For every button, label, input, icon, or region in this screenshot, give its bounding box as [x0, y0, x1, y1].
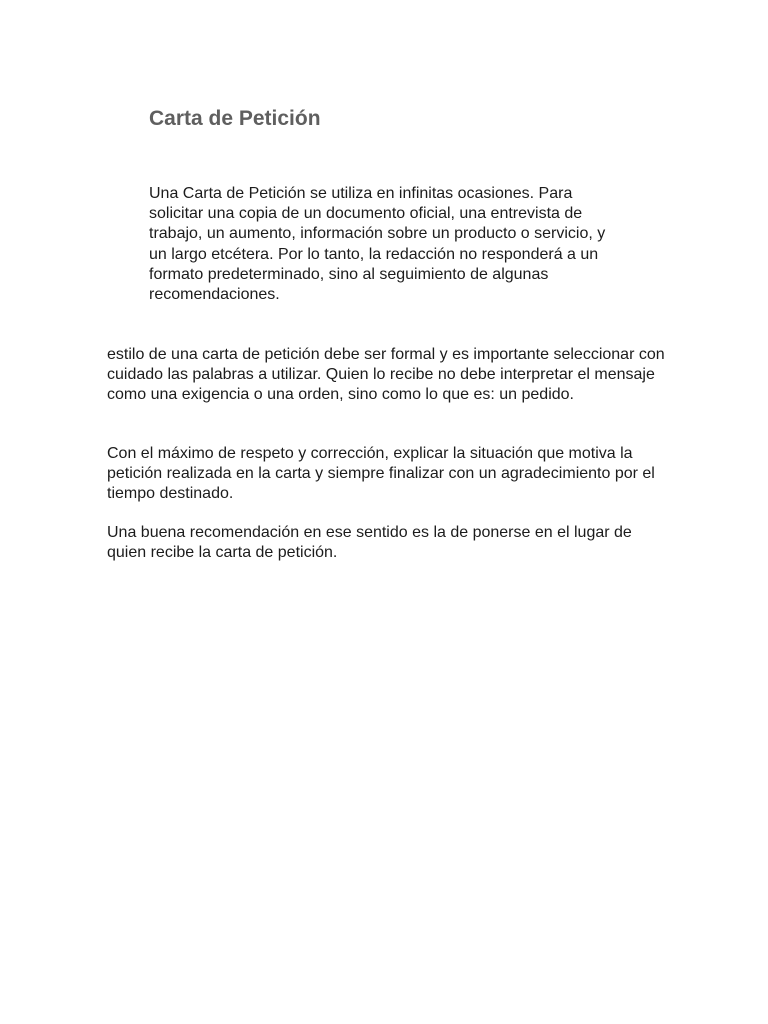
document-title: Carta de Petición — [149, 107, 321, 130]
body-paragraph-2: Con el máximo de respeto y corrección, explicar la situación que motiva la petición realizada en la carta y siempre finalizar con un agradecimiento por el tiempo destinado. — [107, 445, 655, 503]
body-paragraph-1: estilo de una carta de petición debe ser formal y es importante seleccionar con cuidado las palabras a utilizar. Quien lo recibe no debe interpretar el mensaje como una exigencia o una orden, sino como lo que es: un pedido. — [107, 346, 665, 404]
intro-paragraph: Una Carta de Petición se utiliza en infinitas ocasiones. Para solicitar una copia de un documento oficial, una entrevista de trabajo, un aumento, información sobre un producto o servicio, y un largo etcétera. Por lo tanto, la redacción no responderá a un formato predeterminado, sino al seguimiento de algunas recomendaciones. — [149, 185, 606, 304]
body-paragraph-3: Una buena recomendación en ese sentido es la de ponerse en el lugar de quien recibe la carta de petición. — [107, 524, 632, 562]
